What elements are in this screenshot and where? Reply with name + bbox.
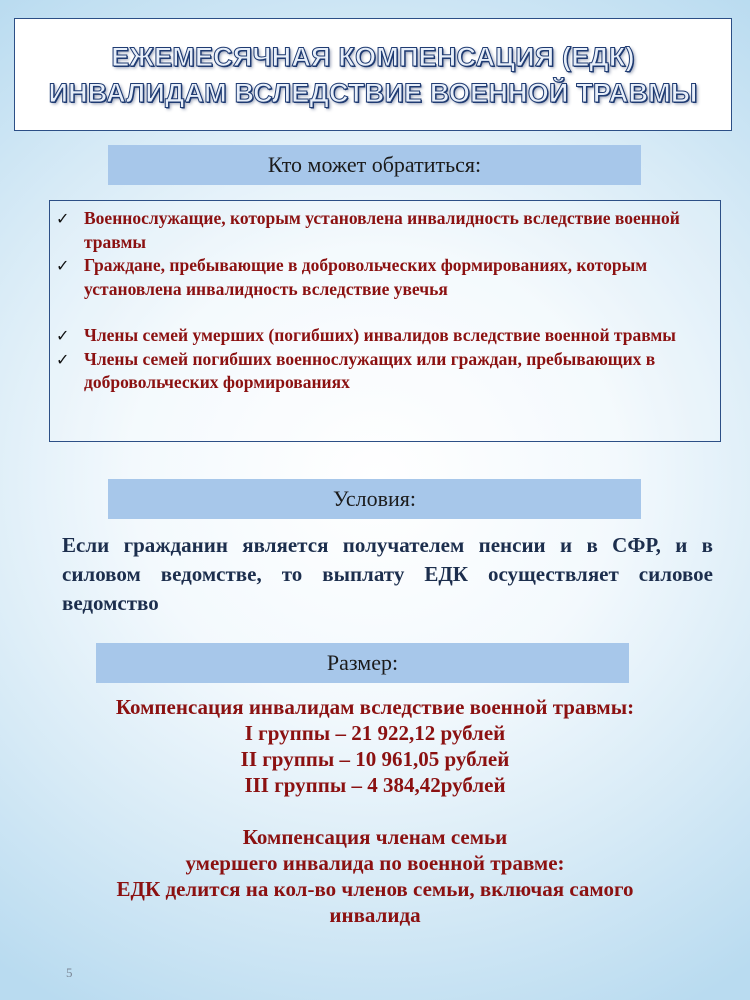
eligibility-list xyxy=(49,200,721,442)
page-number: 5 xyxy=(66,965,73,980)
list-item xyxy=(56,324,710,348)
who-heading: Кто может обратиться: xyxy=(108,145,641,185)
list-item-text: Военнослужащие, которым установлена инвалидность вследствие военной травмы xyxy=(84,208,680,252)
size-intro-line: Компенсация инвалидам вследствие военной травмы: xyxy=(115,695,635,719)
title-banner xyxy=(14,18,732,131)
check-mark-icon: ✓ xyxy=(56,209,70,228)
list-item-text: Члены семей погибших военнослужащих или граждан, пребывающих в добровольческих формированиях xyxy=(84,348,656,392)
group-2-amount: II группы – 10 961,05 рублей xyxy=(240,747,510,771)
check-mark-icon: ✓ xyxy=(56,349,70,369)
list-item xyxy=(56,348,710,395)
title-line-2: ИНВАЛИДАМ ВСЛЕДСТВИЕ ВОЕННОЙ ТРАВМЫ xyxy=(48,77,698,108)
list-item xyxy=(56,207,710,254)
conditions-heading: Условия: xyxy=(108,479,641,519)
spacer xyxy=(30,798,720,824)
family-line: инвалида xyxy=(329,903,421,927)
family-line: умершего инвалида по военной травме: xyxy=(185,851,565,875)
group-1-amount: I группы – 21 922,12 рублей xyxy=(244,721,506,745)
family-line: Компенсация членам семьи xyxy=(242,825,508,849)
group-3-amount: III группы – 4 384,42рублей xyxy=(244,773,506,797)
check-mark-icon: ✓ xyxy=(56,256,70,275)
conditions-text: Если гражданин является получателем пенсии и в СФР, и в силовом ведомстве, то выплату ЕДК осуществляет силовое ведомство xyxy=(62,533,713,615)
family-line: ЕДК делится на кол-во членов семьи, включая самого xyxy=(116,877,634,901)
list-item-text: Члены семей умерших (погибших) инвалидов вследствие военной травмы xyxy=(84,325,676,345)
check-mark-icon: ✓ xyxy=(56,326,70,345)
title-line-1: ЕЖЕМЕСЯЧНАЯ КОМПЕНСАЦИЯ (ЕДК) xyxy=(111,41,635,72)
size-block xyxy=(30,694,720,928)
list-item xyxy=(56,254,710,301)
size-heading: Размер: xyxy=(96,643,629,683)
list-item-text: Граждане, пребывающие в добровольческих формированиях, которым установлена инвалидность вследствие увечья xyxy=(84,255,648,299)
